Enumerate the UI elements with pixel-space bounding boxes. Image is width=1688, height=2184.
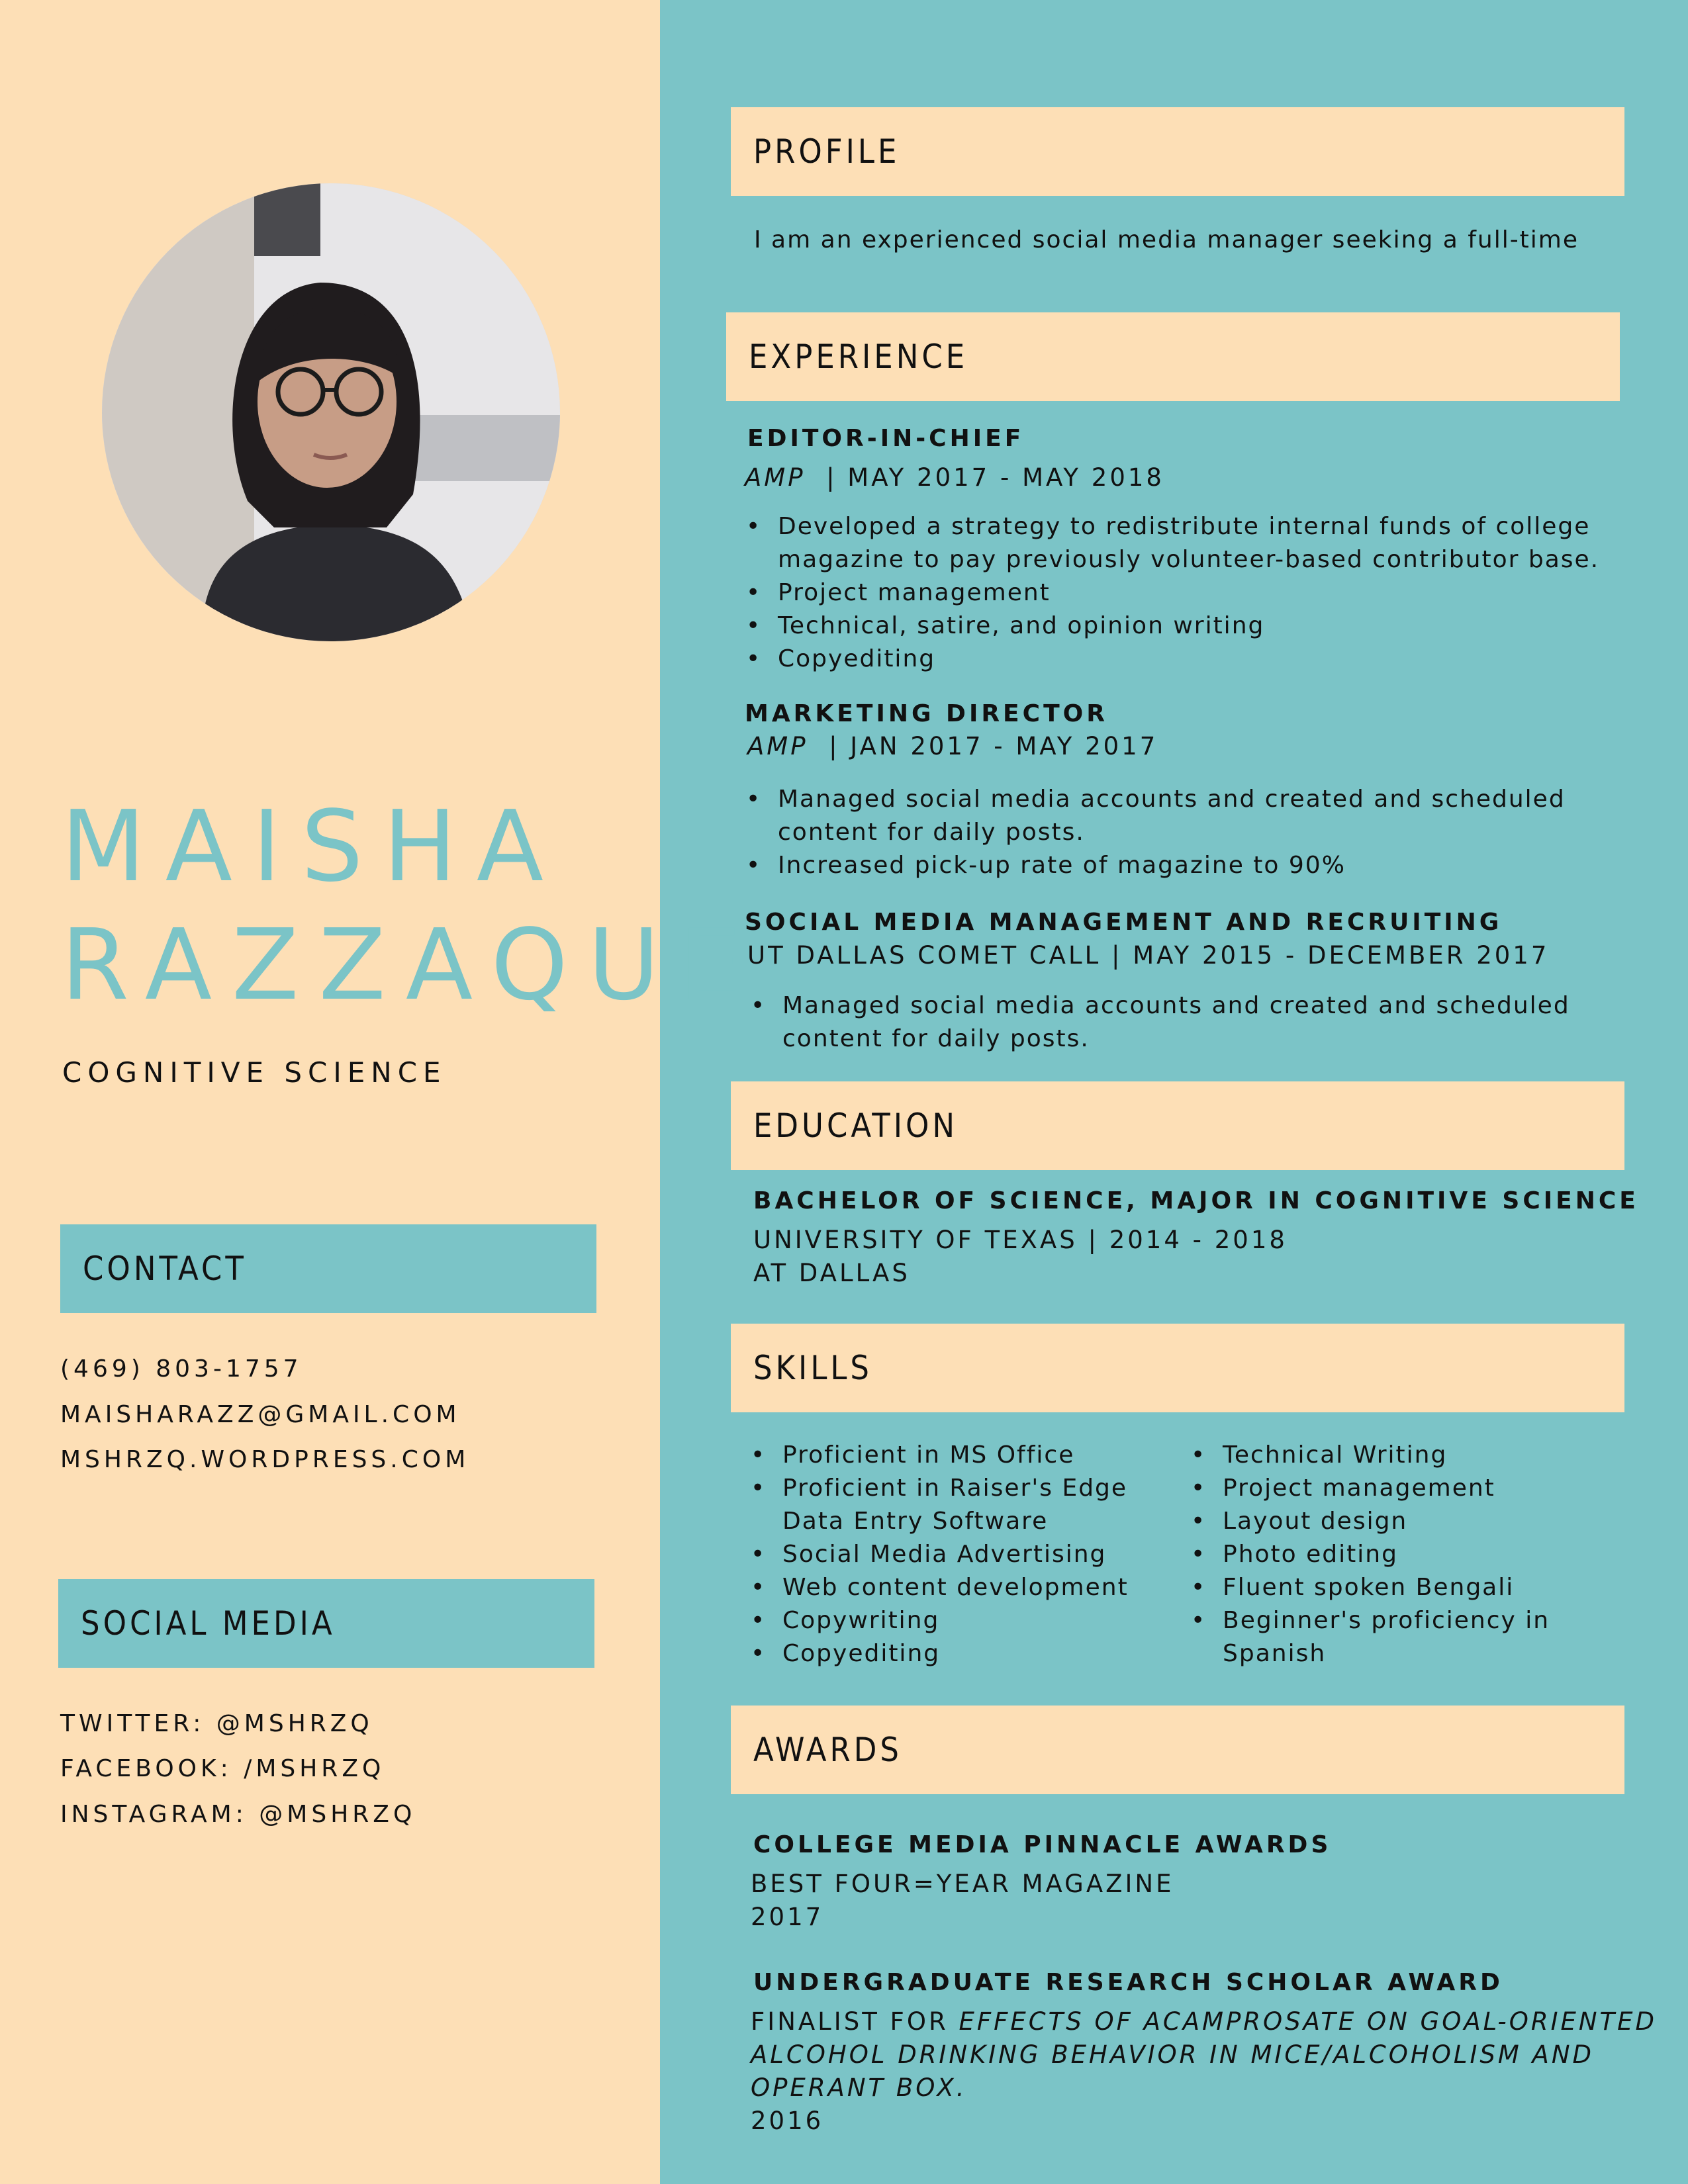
job-2-bullet-2: • Increased pick-up rate of magazine to 90% (778, 849, 1346, 882)
profile-text: I am an experienced social media manager seeking a full-time (754, 226, 1579, 253)
contact-website: MSHRZQ.WORDPRESS.COM (60, 1446, 470, 1473)
skill-left-5: • Copywriting (782, 1604, 939, 1637)
skill-left-6: • Copyediting (782, 1637, 940, 1670)
award-2-prefix: FINALIST FOR (751, 2007, 959, 2036)
job-1-title: EDITOR-IN-CHIEF (747, 425, 1025, 452)
education-degree: BACHELOR OF SCIENCE, MAJOR IN COGNITIVE SCIENCE (753, 1187, 1639, 1214)
award-1-title: COLLEGE MEDIA PINNACLE AWARDS (753, 1831, 1332, 1858)
first-name: MAISHA (61, 790, 564, 903)
job-3-bullet-1-cont: content for daily posts. (782, 1025, 1090, 1052)
education-heading: EDUCATION (753, 1107, 959, 1145)
education-school-dates: UNIVERSITY OF TEXAS | 2014 - 2018 (753, 1226, 1288, 1254)
job-3-bullet-1: • Managed social media accounts and created and scheduled (782, 989, 1570, 1023)
job-3-sub: UT DALLAS COMET CALL | MAY 2015 - DECEMBER 2017 (747, 941, 1550, 970)
profile-heading: PROFILE (753, 132, 900, 171)
skill-right-5: • Fluent spoken Bengali (1223, 1571, 1514, 1604)
skill-left-2-cont: Data Entry Software (782, 1508, 1049, 1535)
contact-phone: (469) 803-1757 (60, 1355, 303, 1383)
award-2-year: 2016 (751, 2107, 824, 2135)
job-2-dates: | JAN 2017 - MAY 2017 (829, 732, 1158, 760)
awards-heading-box (731, 1706, 1624, 1794)
social-heading-box (58, 1579, 594, 1668)
contact-heading-box (60, 1224, 596, 1313)
job-3-title: SOCIAL MEDIA MANAGEMENT AND RECRUITING (745, 909, 1503, 936)
education-school-cont: AT DALLAS (753, 1259, 910, 1287)
job-1-bullet-1-cont: magazine to pay previously volunteer-based contributor base. (778, 546, 1600, 573)
job-2-org: AMP (747, 732, 808, 760)
contact-email: MAISHARAZZ@GMAIL.COM (60, 1401, 461, 1428)
job-1-bullet-4: • Copyediting (778, 643, 935, 676)
skill-left-4: • Web content development (782, 1571, 1129, 1604)
job-1-bullet-3: • Technical, satire, and opinion writing (778, 610, 1264, 643)
major-title: COGNITIVE SCIENCE (62, 1056, 447, 1089)
job-2-org-dates (747, 734, 1158, 758)
skill-right-4: • Photo editing (1223, 1538, 1398, 1571)
award-1-year: 2017 (751, 1903, 824, 1931)
skill-right-3: • Layout design (1223, 1505, 1407, 1538)
skills-heading-box (731, 1324, 1624, 1412)
skill-right-6: • Beginner's proficiency in (1223, 1604, 1550, 1637)
education-heading-box (731, 1081, 1624, 1170)
job-2-bullet-1: • Managed social media accounts and created and scheduled (778, 783, 1566, 816)
experience-heading-box (726, 312, 1620, 401)
social-instagram: INSTAGRAM: @MSHRZQ (60, 1801, 416, 1828)
job-1-dates: | MAY 2017 - MAY 2018 (826, 463, 1164, 492)
awards-heading: AWARDS (753, 1731, 902, 1769)
social-twitter: TWITTER: @MSHRZQ (60, 1710, 373, 1737)
skill-right-6-cont: Spanish (1223, 1640, 1327, 1667)
skill-right-1: • Technical Writing (1223, 1439, 1447, 1472)
social-heading: SOCIAL MEDIA (81, 1604, 336, 1643)
last-name: RAZZAQUE (61, 908, 761, 1022)
award-2-italic-1: EFFECTS OF ACAMPROSATE ON GOAL-ORIENTED (959, 2007, 1658, 2036)
award-2-italic-2: ALCOHOL DRINKING BEHAVIOR IN MICE/ALCOHOLISM AND (751, 2040, 1595, 2069)
skill-left-2: • Proficient in Raiser's Edge (782, 1472, 1127, 1505)
skill-right-2: • Project management (1223, 1472, 1495, 1505)
award-2-line1 (751, 2009, 1657, 2034)
award-2-italic-3: OPERANT BOX. (751, 2073, 967, 2102)
award-2-title: UNDERGRADUATE RESEARCH SCHOLAR AWARD (753, 1969, 1503, 1996)
job-2-title: MARKETING DIRECTOR (745, 700, 1108, 727)
award-1-line1: BEST FOUR=YEAR MAGAZINE (751, 1870, 1174, 1898)
profile-photo (102, 183, 560, 641)
skills-heading: SKILLS (753, 1349, 872, 1387)
skill-left-1: • Proficient in MS Office (782, 1439, 1074, 1472)
contact-heading: CONTACT (83, 1250, 247, 1288)
job-2-bullet-1-cont: content for daily posts. (778, 819, 1085, 846)
experience-heading: EXPERIENCE (749, 338, 968, 376)
job-1-org-dates (745, 465, 1164, 490)
skill-left-3: • Social Media Advertising (782, 1538, 1106, 1571)
job-1-org: AMP (745, 463, 806, 492)
job-1-bullet-2: • Project management (778, 576, 1051, 610)
social-facebook: FACEBOOK: /MSHRZQ (60, 1755, 385, 1782)
job-1-bullet-1: • Developed a strategy to redistribute internal funds of college (778, 510, 1590, 543)
profile-heading-box (731, 107, 1624, 196)
